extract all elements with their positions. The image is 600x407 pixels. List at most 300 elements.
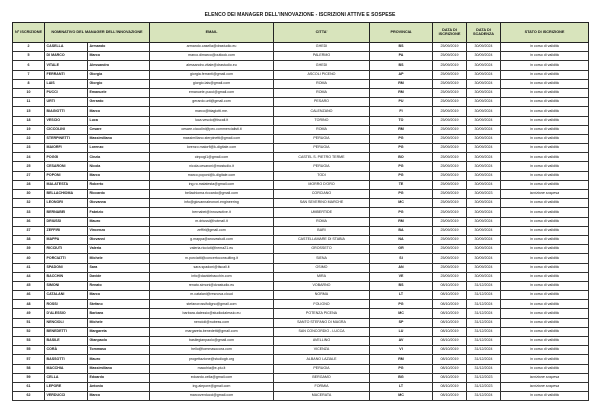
registration-status-cell: in corso di validità [501,208,589,217]
registration-number-cell: 27 [13,171,45,180]
registration-status-cell: iscrizione sospesa [501,382,589,391]
expiry-date-cell: 30/09/2024 [467,43,501,52]
email-cell: basilegianpaolo@gmail.com [150,337,274,346]
province-cell: BG [370,373,433,382]
email-cell: emanuele.pucci@gmail.com [150,88,274,97]
registration-status-cell: in corso di validità [501,144,589,153]
registration-date-cell: 25/09/2019 [433,153,467,162]
surname-cell: CASELLA [45,43,88,52]
table-row [13,208,589,217]
email-cell: nencioli@nubess.com [150,318,274,327]
city-cell: CASTEL S. PIETRO TERME [274,153,370,162]
registration-date-cell: 08/10/2019 [433,382,467,391]
email-cell: massimiliano.sterpinetti@gmail.com [150,134,274,143]
surname-cell: RICCIUTI [45,245,88,254]
province-cell: AP [370,70,433,79]
first-name-cell: Giorgia [88,70,150,79]
email-cell: giorgio.lais@gmail.com [150,79,274,88]
registration-number-cell: 58 [13,364,45,373]
first-name-cell: Luca [88,116,150,125]
expiry-date-cell: 31/12/2024 [467,327,501,336]
city-cell: MORRO D'ORO [274,180,370,189]
city-cell: MIRA [274,272,370,281]
table-row [13,272,589,281]
email-cell: alessandro.vitale@drastudio.eu [150,61,274,70]
expiry-date-cell: 30/09/2024 [467,70,501,79]
province-cell: TE [370,180,433,189]
registration-date-cell: 25/09/2019 [433,171,467,180]
expiry-date-cell: 30/09/2024 [467,272,501,281]
registration-date-cell: 25/09/2019 [433,79,467,88]
registration-status-cell: in corso di validità [501,107,589,116]
surname-cell: ROSSI [45,300,88,309]
table-row [13,245,589,254]
surname-cell: STERPINETTI [45,134,88,143]
surname-cell: BENEDETTI [45,327,88,336]
expiry-date-cell: 30/09/2024 [467,107,501,116]
email-cell: cinpogi1@gmail.com [150,153,274,162]
registration-number-cell: 57 [13,355,45,364]
first-name-cell: Nicola [88,162,150,171]
registration-number-cell: 48 [13,300,45,309]
registration-status-cell: in corso di validità [501,88,589,97]
registration-status-cell: in corso di validità [501,355,589,364]
table-row [13,300,589,309]
registration-date-cell: 08/10/2019 [433,346,467,355]
province-cell: BS [370,43,433,52]
table-row [13,346,589,355]
registration-status-cell: in corso di validità [501,281,589,290]
registration-date-cell: 25/09/2019 [433,107,467,116]
province-cell: TO [370,116,433,125]
expiry-date-cell: 31/12/2024 [467,355,501,364]
table-row [13,43,589,52]
first-name-cell: Gerardo [88,98,150,107]
first-name-cell: Tommaso [88,346,150,355]
surname-cell: DRIUSSI [45,217,88,226]
first-name-cell: Riccardo [88,190,150,199]
table-row [13,392,589,401]
registration-date-cell: 25/09/2019 [433,125,467,134]
registration-number-cell: 36 [13,217,45,226]
registration-number-cell: 33 [13,208,45,217]
city-cell: UMBERTIDE [274,208,370,217]
registration-number-cell: 44 [13,272,45,281]
registry-table [12,22,589,401]
registration-status-cell: in corso di validità [501,291,589,300]
email-cell: g.mappa@anovastudi.com [150,235,274,244]
email-cell: lorenzo.maiorfi@k-digitale.com [150,144,274,153]
expiry-date-cell: 30/09/2024 [467,171,501,180]
expiry-date-cell: 30/09/2024 [467,125,501,134]
registration-number-cell: 22 [13,134,45,143]
city-cell: SANTO STEFANO DI MAGRA [274,318,370,327]
registration-number-cell: 8 [13,79,45,88]
city-cell: PERUGIA [274,162,370,171]
surname-cell: CORÀ [45,346,88,355]
surname-cell: VESCIO [45,116,88,125]
city-cell: FORMIA [274,382,370,391]
first-name-cell: Emanuele [88,88,150,97]
surname-cell: CATALANI [45,291,88,300]
expiry-date-cell: 30/09/2024 [467,217,501,226]
registration-date-cell: 25/09/2019 [433,190,467,199]
table-row [13,309,589,318]
email-cell: info@giovannaleonori.engineering [150,199,274,208]
city-cell: SIENA [274,254,370,263]
surname-cell: ZEFFIRI [45,226,88,235]
expiry-date-cell: 30/09/2024 [467,153,501,162]
registration-date-cell: 25/09/2019 [433,235,467,244]
table-row [13,88,589,97]
first-name-cell: Margareta [88,327,150,336]
registration-date-cell: 08/10/2019 [433,337,467,346]
expiry-date-cell: 31/12/2023 [467,373,501,382]
surname-cell: D'ALESSIO [45,309,88,318]
surname-cell: URTI [45,98,88,107]
expiry-date-cell: 31/12/2024 [467,291,501,300]
table-row [13,364,589,373]
registration-date-cell: 25/09/2019 [433,272,467,281]
city-cell: ALBANO LAZIALE [274,355,370,364]
header-row [13,23,589,43]
registration-status-cell: in corso di validità [501,392,589,401]
surname-cell: BELLACHIOMA [45,190,88,199]
province-cell: MC [370,199,433,208]
email-cell: armando.casella@drastudio.eu [150,43,274,52]
expiry-date-cell: 30/09/2024 [467,116,501,125]
surname-cell: BIAGIOTTI [45,107,88,116]
province-cell: PG [370,144,433,153]
first-name-cell: Giovanna [88,199,150,208]
email-cell: gerardo.urti@gmail.com [150,98,274,107]
city-cell: ROMA [274,217,370,226]
registration-date-cell: 08/10/2019 [433,309,467,318]
registration-status-cell: in corso di validità [501,171,589,180]
city-cell: POTENZA PICENA [274,309,370,318]
surname-cell: MALATESTA [45,180,88,189]
header-province: PROVINCIA [370,23,433,43]
table-row [13,235,589,244]
registration-status-cell: in corso di validità [501,254,589,263]
city-cell: MACERATA [274,392,370,401]
province-cell: LT [370,382,433,391]
expiry-date-cell: 30/09/2024 [467,79,501,88]
city-cell: ROMA [274,125,370,134]
registration-status-cell: in corso di validità [501,346,589,355]
table-row [13,153,589,162]
city-cell: ROMA [274,88,370,97]
email-cell: edoardo.cella@gmail.com [150,373,274,382]
city-cell: CASTELLAMARE DI STABIA [274,235,370,244]
city-cell: ASCOLI PICENO [274,70,370,79]
first-name-cell: Giorgio [88,79,150,88]
registration-status-cell: in corso di validità [501,70,589,79]
city-cell: PERUGIA [274,364,370,373]
expiry-date-cell: 30/09/2023 [467,190,501,199]
province-cell: PG [370,134,433,143]
table-row [13,107,589,116]
registration-status-cell: in corso di validità [501,199,589,208]
registration-date-cell: 25/09/2019 [433,88,467,97]
first-name-cell: Marco [88,52,150,61]
registration-number-cell: 19 [13,125,45,134]
registration-date-cell: 25/09/2019 [433,245,467,254]
email-cell: bernabei@innovactive.it [150,208,274,217]
surname-cell: BACCHIN [45,272,88,281]
province-cell: BO [370,153,433,162]
table-row [13,217,589,226]
registration-date-cell: 25/09/2019 [433,254,467,263]
registration-number-cell: 37 [13,226,45,235]
surname-cell: PUCCI [45,88,88,97]
registration-status-cell: in corso di validità [501,300,589,309]
registration-number-cell: 28 [13,180,45,189]
surname-cell: MAPPA [45,235,88,244]
expiry-date-cell: 31/12/2024 [467,318,501,327]
registration-status-cell: in corso di validità [501,318,589,327]
registration-date-cell: 25/09/2019 [433,208,467,217]
province-cell: NA [370,235,433,244]
email-cell: renato.simoni@dvastudio.eu [150,281,274,290]
expiry-date-cell: 30/09/2024 [467,162,501,171]
registration-number-cell: 41 [13,263,45,272]
registration-status-cell: iscrizione sospesa [501,190,589,199]
registration-date-cell: 08/10/2019 [433,281,467,290]
registration-number-cell: 25 [13,162,45,171]
table-row [13,337,589,346]
registration-status-cell: in corso di validità [501,272,589,281]
first-name-cell: Marco [88,291,150,300]
first-name-cell: Valeria [88,245,150,254]
email-cell: valeria.ricciuti@hema21.eu [150,245,274,254]
first-name-cell: Marco [88,107,150,116]
table-row [13,162,589,171]
table-row [13,318,589,327]
registration-number-cell: 5 [13,52,45,61]
city-cell: NORMA [274,291,370,300]
registration-date-cell: 08/10/2019 [433,355,467,364]
surname-cell: PORCIATTI [45,254,88,263]
header-name: NOMINATIVO DEL MANAGER DELL'INNOVAZIONE [45,23,150,43]
registration-date-cell: 25/09/2019 [433,263,467,272]
registration-status-cell: in corso di validità [501,61,589,70]
header-city: CITTA' [274,23,370,43]
province-cell: PU [370,98,433,107]
province-cell: GR [370,245,433,254]
email-cell: marco@biagiotti.me. [150,107,274,116]
province-cell: FI [370,107,433,116]
province-cell: VI [370,346,433,355]
province-cell: RM [370,88,433,97]
table-row [13,134,589,143]
city-cell: FOLIGNO [274,300,370,309]
header-date-expiry: DATA DI SCADENZA [467,23,501,43]
surname-cell: BERNABEI [45,208,88,217]
surname-cell: POPONI [45,171,88,180]
registration-number-cell: 38 [13,235,45,244]
first-name-cell: Fabrizio [88,208,150,217]
expiry-date-cell: 31/12/2024 [467,337,501,346]
city-cell: GHEDI [274,43,370,52]
expiry-date-cell: 31/12/2024 [467,346,501,355]
expiry-date-cell: 30/09/2024 [467,180,501,189]
table-row [13,116,589,125]
email-cell: zeffiri@gmail.com [150,226,274,235]
document-title: ELENCO DEI MANAGER DELL'INNOVAZIONE - ISCRIZIONI ATTIVE E SOSPESE [204,12,396,18]
header-email: EMAIL [150,23,274,43]
surname-cell: MACCHIA [45,364,88,373]
surname-cell: POGGI [45,153,88,162]
registration-date-cell: 25/09/2019 [433,180,467,189]
city-cell: CALENZANO [274,107,370,116]
registration-status-cell: in corso di validità [501,364,589,373]
expiry-date-cell: 30/09/2024 [467,134,501,143]
first-name-cell: Mauro [88,355,150,364]
email-cell: ing.alepore@gmail.com [150,382,274,391]
registration-number-cell: 30 [13,190,45,199]
registration-status-cell: in corso di validità [501,245,589,254]
table-row [13,199,589,208]
expiry-date-cell: 30/09/2024 [467,245,501,254]
registration-date-cell: 25/09/2019 [433,61,467,70]
surname-cell: BASSOTTI [45,355,88,364]
registration-date-cell: 25/09/2019 [433,43,467,52]
email-cell: margareta.benedetti@gmail.com [150,327,274,336]
table-row [13,327,589,336]
first-name-cell: Cesare [88,125,150,134]
expiry-date-cell: 31/12/2024 [467,300,501,309]
city-cell: PESARO [274,98,370,107]
expiry-date-cell: 30/09/2024 [467,208,501,217]
registration-status-cell: in corso di validità [501,217,589,226]
table-row [13,254,589,263]
province-cell: PG [370,364,433,373]
surname-cell: NENCIOLI [45,318,88,327]
surname-cell: LEONORI [45,199,88,208]
table-row [13,98,589,107]
registration-status-cell: in corso di validità [501,309,589,318]
city-cell: TORINO [274,116,370,125]
registration-number-cell: 55 [13,346,45,355]
email-cell: luca.vescio@tiscali.it [150,116,274,125]
province-cell: VE [370,272,433,281]
registration-date-cell: 08/10/2019 [433,364,467,373]
registration-date-cell: 25/09/2019 [433,144,467,153]
city-cell: PALERMO [274,52,370,61]
province-cell: AV [370,337,433,346]
first-name-cell: Roberto [88,180,150,189]
header-status: STATO DI ISCRIZIONE [501,23,589,43]
first-name-cell: Edoardo [88,373,150,382]
expiry-date-cell: 30/09/2024 [467,98,501,107]
province-cell: BA [370,226,433,235]
province-cell: RM [370,125,433,134]
email-cell: m.catalani@resnova.cloud [150,291,274,300]
registration-date-cell: 25/09/2019 [433,52,467,61]
registration-status-cell: in corso di validità [501,327,589,336]
registration-number-cell: 6 [13,61,45,70]
registration-number-cell: 7 [13,70,45,79]
registration-date-cell: 08/10/2019 [433,327,467,336]
surname-cell: CESARONI [45,162,88,171]
table-row [13,144,589,153]
registration-date-cell: 25/09/2019 [433,134,467,143]
registration-status-cell: in corso di validità [501,162,589,171]
table-row [13,171,589,180]
expiry-date-cell: 30/09/2024 [467,235,501,244]
expiry-date-cell: 30/09/2024 [467,52,501,61]
registration-number-cell: 52 [13,327,45,336]
email-cell: marco.poponi@k-digitale.com [150,171,274,180]
province-cell: LT [370,291,433,300]
registration-date-cell: 25/09/2019 [433,199,467,208]
registration-date-cell: 25/09/2019 [433,116,467,125]
province-cell: MC [370,392,433,401]
province-cell: BS [370,281,433,290]
first-name-cell: Stefano [88,300,150,309]
registration-date-cell: 25/09/2019 [433,70,467,79]
registration-status-cell: in corso di validità [501,79,589,88]
city-cell: VOBARNO [274,281,370,290]
city-cell: BARI [274,226,370,235]
expiry-date-cell: 31/12/2024 [467,392,501,401]
surname-cell: DI MARCO [45,52,88,61]
city-cell: CORCIANO [274,190,370,199]
city-cell: TODI [274,171,370,180]
registration-date-cell: 08/10/2019 [433,300,467,309]
header-num: N° ISCRIZIONE [13,23,45,43]
table-row [13,180,589,189]
registration-number-cell: 23 [13,144,45,153]
email-cell: macchia@e-piu.it [150,364,274,373]
table-row [13,263,589,272]
province-cell: BS [370,61,433,70]
email-cell: cesare.ciccolini@pec.commercialisti.it [150,125,274,134]
registration-status-cell: in corso di validità [501,116,589,125]
registration-status-cell: in corso di validità [501,125,589,134]
city-cell: PERUGIA [274,134,370,143]
expiry-date-cell: 30/09/2024 [467,254,501,263]
email-cell: sara.spadoni@tiscali.it [150,263,274,272]
registration-number-cell: 15 [13,107,45,116]
email-cell: info@davidebacchin.com [150,272,274,281]
table-row [13,70,589,79]
table-row [13,373,589,382]
province-cell: PG [370,208,433,217]
province-cell: RM [370,79,433,88]
province-cell: LU [370,327,433,336]
surname-cell: MAIORFI [45,144,88,153]
expiry-date-cell: 30/09/2024 [467,226,501,235]
registration-status-cell: in corso di validità [501,263,589,272]
province-cell: MC [370,309,433,318]
first-name-cell: Mauro [88,217,150,226]
table-row [13,190,589,199]
city-cell: ROMA [274,79,370,88]
expiry-date-cell: 31/12/2024 [467,364,501,373]
registration-date-cell: 25/09/2019 [433,98,467,107]
email-cell: m.porciatti@concertoconsulting.it [150,254,274,263]
province-cell: SP [370,318,433,327]
city-cell: PERUGIA [274,144,370,153]
province-cell: RM [370,217,433,226]
registration-status-cell: in corso di validità [501,52,589,61]
city-cell: SAN SEVERINO MARCHE [274,199,370,208]
city-cell: VICENZA [274,346,370,355]
email-cell: m.driussi@hotmail.it [150,217,274,226]
registration-number-cell: 10 [13,88,45,97]
